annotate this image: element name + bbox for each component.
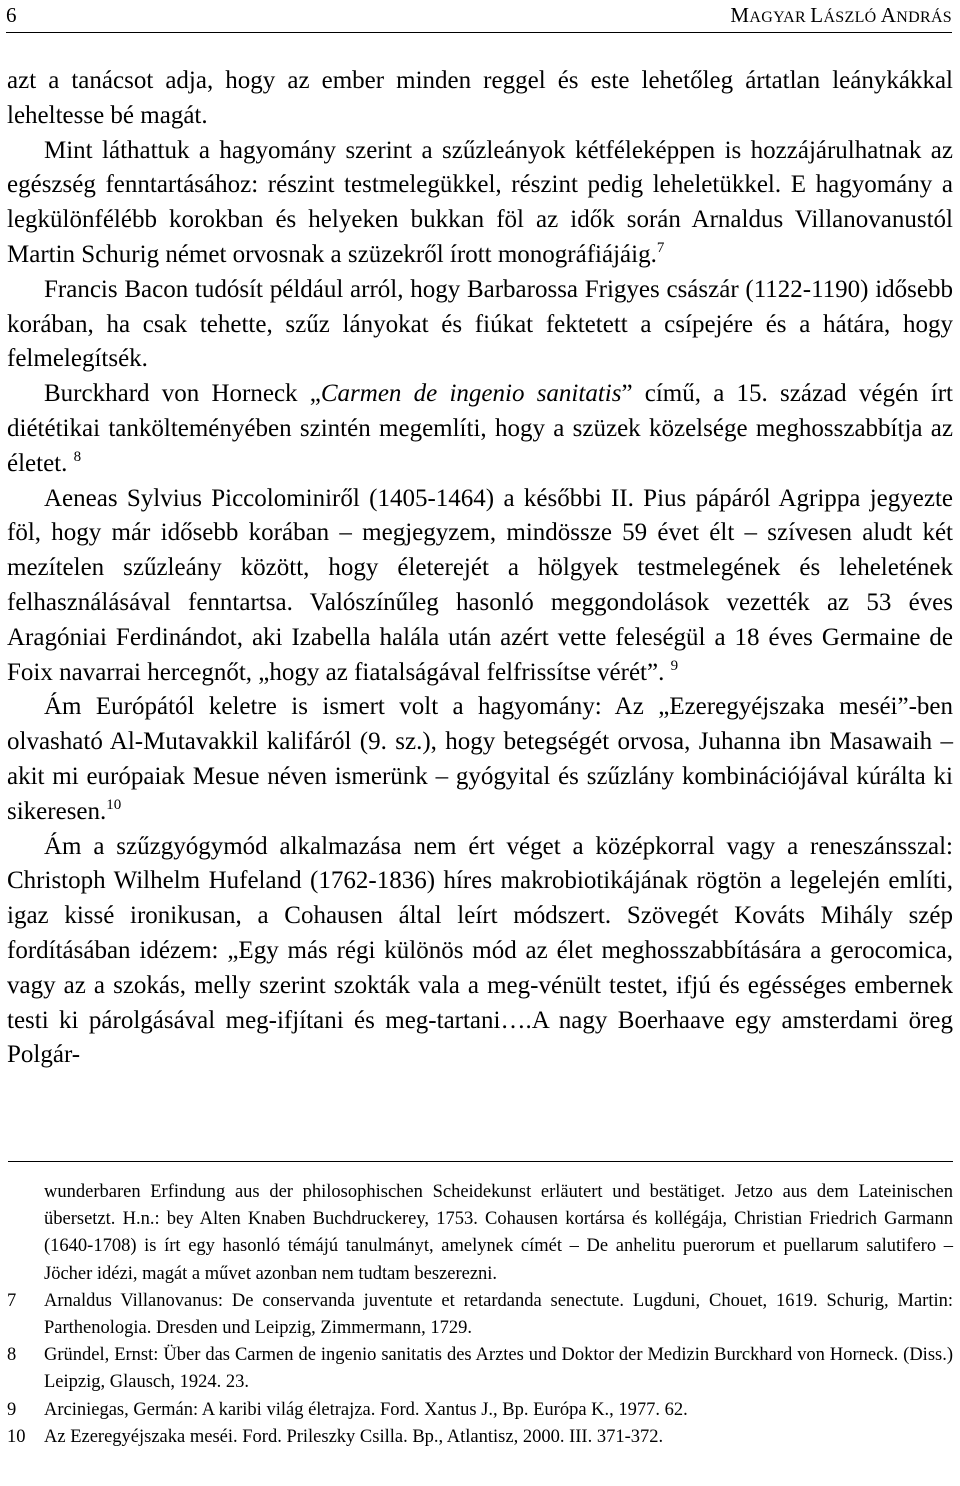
footnote-7: 7 Arnaldus Villanovanus: De conservanda juventute et retardanda senectute. Lugduni, Chouet, 1619. Schurig, Martin: Parthenologia. Dresden und Leipzig, Zimmermann, 1729. bbox=[7, 1290, 953, 1339]
footnote-8: 8 Gründel, Ernst: Über das Carmen de ingenio sanitatis des Arztes und Doktor der Medizin Burckhard von Horneck. (Diss.) Leipzig, Glausch, 1924. 23. bbox=[7, 1345, 953, 1393]
page-number: 6 bbox=[6, 3, 17, 27]
footnote-continuation: wunderbaren Erfindung aus der philosophischen Scheidekunst erläutert und bestätiget. Jetzo aus dem Lateinischen übersetzt. H.n.: bey Alten Knaben Buchdruckerey, 1753. Cohausen kortársa és kollégája, Christian Friedrich Garmann (1640-1708) is írt egy hasonló témájú tanulmányt, amelynek címét – De anhelitu puerorum et puellarum salutifero – Jöcher idézi, magát a művet azonban nem tudtam beszerezni. bbox=[44, 1182, 953, 1284]
paragraph: Ám Európától keletre is ismert volt a hagyomány: Az „Ezeregyéjszaka meséi”-ben olvasható Al-Mutavakkil kalifáról (9. sz.), hogy betegségét orvosa, Juhanna ibn Masawaih – akit mi európaiak Mesue néven ismerünk – gyógyital és szűzlány kombinációjával kúrálta ki sikeresen.$^{10}$ bbox=[7, 693, 953, 825]
running-author: MAGYAR LÁSZLÓ ANDRÁS bbox=[730, 3, 952, 27]
footnote-divider bbox=[8, 1161, 953, 1162]
paragraph: Francis Bacon tudósít például arról, hogy Barbarossa Frigyes császár (1122-1190) idősebb korában, ha csak tehette, szűz lányokat és fiúkat fektetett a csípejére és a hátára, hogy felmelegítsék. bbox=[7, 275, 953, 373]
paragraph: azt a tanácsot adja, hogy az ember minden reggel és este lehetőleg ártatlan leánykákkal leheltesse bé magát. bbox=[7, 67, 953, 129]
running-header bbox=[6, 2, 952, 33]
paragraph: Ám a szűzgyógymód alkalmazása nem ért véget a középkorral vagy a reneszánsszal: Christoph Wilhelm Hufeland (1762-1836) híres makrobiotikájának rögtön a legelején említi, igaz kissé ironikusan, a Cohausen által leírt módszert. Szövegét Kováts Mihály szép fordításában idézem: „Egy más régi különös mód az élet meghosszabbítására a gerocomica, vagy az a szokás, melly szerint szokták vala a meg-vénült testet, ifjú és egésséges embernek testi ki párolgásával meg-ifjítani és meg-tartani….A nagy Boerhaave egy amsterdami öreg Polgár- bbox=[7, 832, 953, 1069]
footnote-10: 10 Az Ezeregyéjszaka meséi. Ford. Prileszky Csilla. Bp., Atlantisz, 2000. III. 371-372. bbox=[7, 1426, 664, 1447]
paragraph: Mint láthattuk a hagyomány szerint a szűzleányok kétféleképpen is hozzájárulhatnak az egészség fenntartásához: részint testmelegükkel, részint pedig leheletükkel. E hagyomány a legkülönfélébb korokban és helyeken bukkan föl az idők során Arnaldus Villanovanustól Martin Schurig német orvosnak a szüzekről írott monográfiájáig.$^7$ bbox=[7, 136, 953, 268]
main-text bbox=[7, 64, 953, 1073]
paragraph: Burckhard von Horneck „Carmen de ingenio sanitatis” című, a 15. század végén írt diététikai tankölteményében szintén megemlíti, hogy a szüzek közelsége meghosszabbítja az életet. $^8$ bbox=[7, 380, 953, 477]
paragraph: Aeneas Sylvius Piccolominiről (1405-1464) a későbbi II. Pius pápáról Agrippa jegyezte föl, hogy már idősebb korában – megjegyzem, mindössze 59 évet élt – szívesen aludt két mezítelen szűzleány között, hogy életerejét a hölgyek testmelegének és leheletének felhasználásával fenntartsa. Valószínűleg hasonló meggondolások vezették az 53 éves Aragóniai Ferdinándot, aki Izabella halála után azért vette feleségül a 18 éves Germaine de Foix navarrai hercegnőt, „hogy az fiatalságával felfrissítse vérét”. $^9$ bbox=[7, 484, 953, 686]
footnote-ref: 9 bbox=[670, 657, 679, 674]
footnotes bbox=[7, 1179, 953, 1451]
footnote-ref: 8 bbox=[73, 448, 82, 465]
footnote-ref: 10 bbox=[106, 796, 122, 813]
footnote-9: 9 Arciniegas, Germán: A karibi világ életrajza. Ford. Xantus J., Bp. Európa K., 1977. 62. bbox=[7, 1399, 688, 1420]
footnote-ref: 7 bbox=[656, 239, 665, 256]
italic-title: Carmen de ingenio sanitatis bbox=[320, 380, 622, 408]
